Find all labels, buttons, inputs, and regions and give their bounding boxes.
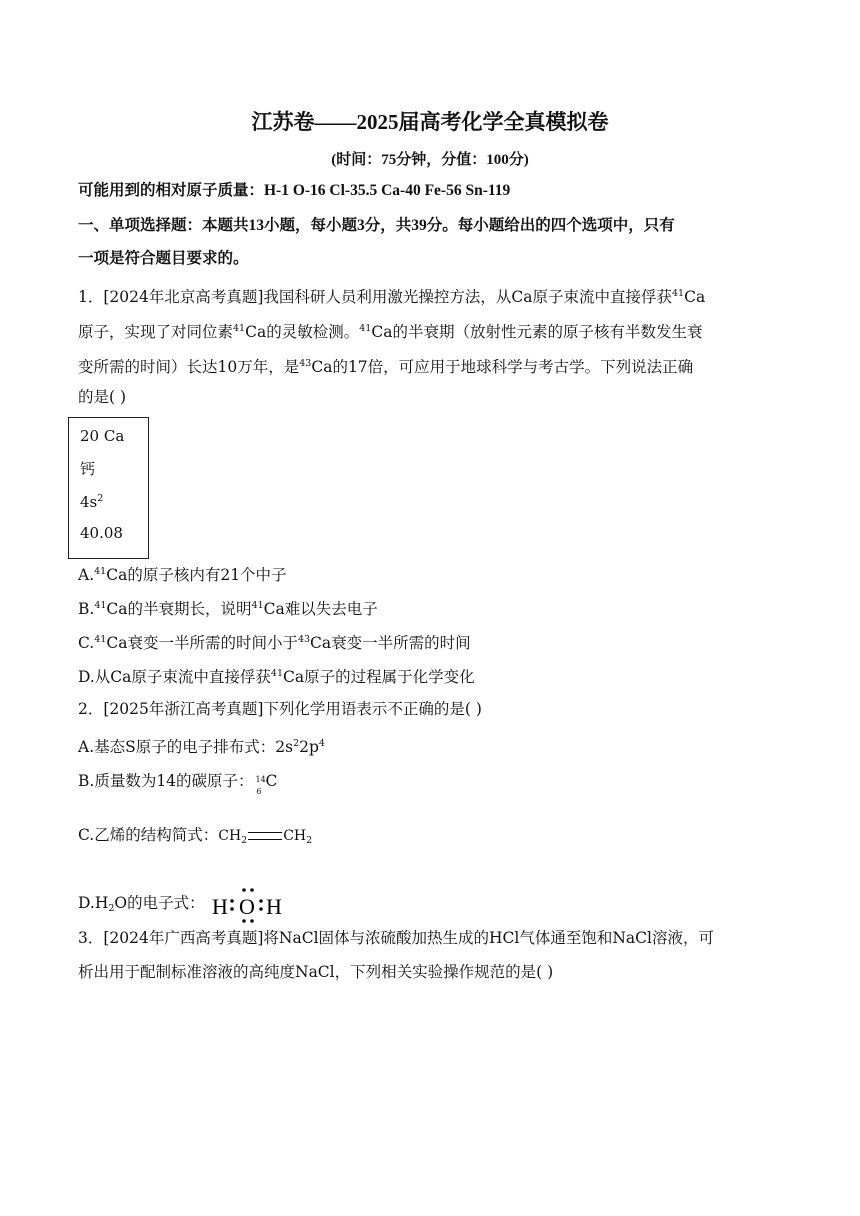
q1-stem-line3: 变所需的时间）长达10万年，是$^{43}$Ca的17倍，可应用于地球科学与考古学。下列说法正确	[78, 358, 694, 376]
atomic-masses: 可能用到的相对原子质量：H-1 O-16 Cl-35.5 Ca-40 Fe-56 Sn-119	[78, 182, 511, 199]
atomic-mass: 40.08	[80, 524, 123, 542]
section-heading-cont: 一项是符合题目要求的。	[78, 250, 249, 267]
q3-stem-line2: 析出用于配制标准溶液的高纯度NaCl，下列相关实验操作规范的是( )	[78, 963, 554, 981]
atomic-number-symbol: 20 Ca	[80, 427, 125, 445]
q2-option-b[interactable]: B.质量数为14的碳原子： 14 6 C	[78, 772, 278, 796]
q2-option-d[interactable]: $D.H_2O$的电子式： H O H	[78, 884, 290, 924]
exam-info: (时间：75分钟，分值：100分)	[331, 152, 529, 168]
svg-text:H: H	[211, 894, 228, 919]
electron-config: $4s^2$	[80, 493, 104, 511]
q2-stem: 2．[2025年浙江高考真题]下列化学用语表示不正确的是( )	[78, 700, 482, 718]
q2-option-c[interactable]: C.乙烯的结构简式：$CH_2$ $CH_2$	[78, 826, 313, 846]
water-lewis-structure	[210, 884, 290, 924]
q1-stem-line4: 的是( )	[78, 388, 127, 406]
q2-option-a[interactable]: A.基态S原子的电子排布式：$2s^22p^4$	[78, 738, 325, 756]
svg-text:O: O	[238, 894, 255, 919]
q1-option-c[interactable]: C.$^{41}$Ca衰变一半所需的时间小于$^{43}$Ca衰变一半所需的时间	[78, 634, 471, 652]
svg-text:H: H	[265, 894, 282, 919]
element-name: 钙	[80, 460, 96, 478]
q1-stem-line1: 1．[2024年北京高考真题]我国科研人员利用激光操控方法，从Ca原子束流中直接俘获$^{41}$Ca	[78, 288, 706, 306]
q1-option-b[interactable]: B.$^{41}$Ca的半衰期长，说明$^{41}$Ca难以失去电子	[78, 600, 378, 618]
page-title: 江苏卷——2025届高考化学全真模拟卷	[251, 110, 609, 134]
double-bond	[248, 832, 282, 840]
q1-option-a[interactable]: A.$^{41}$Ca的原子核内有21个中子	[78, 566, 287, 584]
section-heading: 一、单项选择题：本题共13小题，每小题3分，共39分。每小题给出的四个选项中，只有	[78, 217, 675, 234]
q1-stem-line2: 原子，实现了对同位素$^{41}$Ca的灵敏检测。$^{41}$Ca的半衰期（放射性元素的原子核有半数发生衰	[78, 323, 703, 341]
calcium-element-card	[68, 417, 149, 559]
q3-stem-line1: 3．[2024年广西高考真题]将NaCl固体与浓硫酸加热生成的HCl气体通至饱和NaCl溶液，可	[78, 929, 714, 947]
q1-option-d[interactable]: D.从Ca原子束流中直接俘获$^{41}$Ca原子的过程属于化学变化	[78, 668, 475, 686]
